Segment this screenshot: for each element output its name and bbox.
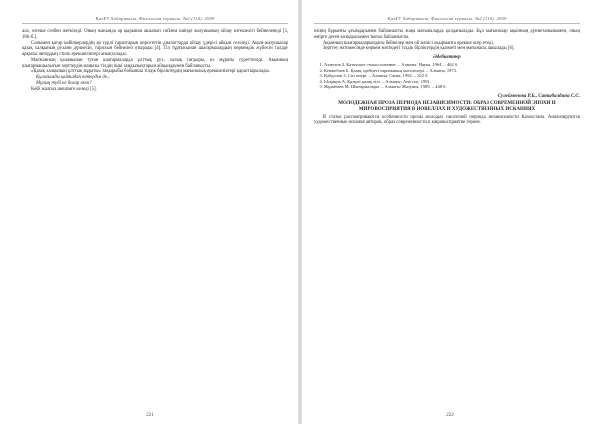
right-page xyxy=(300,0,600,424)
reference-item: 1. Ахметов З. Казахское стихосложение. – Алматы: Наука, 1964. – 462 б. xyxy=(324,62,580,68)
quote-line: Мұның түбі не болар екен? xyxy=(36,80,92,86)
running-header-left: ҚазҰУ Хабаршысы. Филология сериясы. №2 (114). 2009 xyxy=(22,16,288,24)
paragraph: ала, өзгеше сөзбен жеткізеді. Оның жанында әр қырынан ашылып сөйлем ішінде жазушының ойлау өзгешелігі бейнеленеді [3, 186-б.]. xyxy=(22,29,288,40)
running-header-right: ҚазҰУ Хабаршысы. Филология сериясы. №2 (114). 2009 xyxy=(314,16,580,24)
paragraph: «Қазақ халқының ұлттық мұраты» тақырыбы бойынша тілдік бірліктердің мағыналық ерекшеліктері қарастырылады. xyxy=(31,69,270,75)
reference-item: 4. Ысқақов А. Қазіргі қазақ тілі. – Алматы: Ана тілі, 1991. xyxy=(324,79,580,85)
references-list xyxy=(314,62,580,90)
paragraph: Ақынның шығармаларындағы бейнелер мен ой желісі оқырманға ерекше әсер етеді. xyxy=(323,40,494,46)
paragraph: өзінің бұрынғы ұғымдарымен байланысты жаңа мағыналарда қолданылады. Бұл мағыналар ақынның дүниетанымымен, оның өмірге деген көзқарасымен тығыз байланысты. xyxy=(314,29,580,40)
page-number-right: 222 xyxy=(446,413,454,418)
paragraph: В статье рассматриваются особенности прозы молодых писателей периода независимости Казахстана. Анализируются художественные искания авторов, образ современности и мировосприятие героев. xyxy=(314,114,580,126)
page-number-left: 221 xyxy=(146,413,154,418)
references-title: Әдебиеттер xyxy=(433,55,461,60)
reference-item: 3. Қабдолов З. Сөз өнері. – Алматы: Санат, 1992. – 352 б. xyxy=(324,73,580,79)
paragraph: Көбі жалғыз шешімге келеді [5]. xyxy=(31,86,97,92)
article-title: МОЛОДЕЖНАЯ ПРОЗА ПЕРИОДА НЕЗАВИСИМОСТИ: ОБРАЗ СОВРЕМЕННОЙ ЭПОХИ И МИРОВОСПРИЯТИЯ В НОВЕЛЛАХ И ХУДОЖЕСТВЕННЫХ ИСКАНИЯХ xyxy=(338,100,556,112)
book-gutter xyxy=(298,0,302,424)
quote-line: Құлағымды қайтадан көтердім де... xyxy=(36,75,111,80)
article-body xyxy=(314,115,580,127)
article-authors: Сулейменова Р.Б., Сатыбалдина С.С. xyxy=(497,93,580,99)
paragraph: Мағжанның қаламынан туған шығармаларда ұлттық рух, халық тағдыры, ел мұраты суреттеледі. Ақынның шығармашылығын зерттеудің маңызы тілдің ішкі заңдылықтарын айқындаумен байланысты. xyxy=(22,57,288,69)
reference-item: 2. Кенжебаев Б. Қазақ әдебиеті тарихының мәселелері. – Алматы, 1973. xyxy=(324,68,580,74)
paragraph: Сонымен қатар кейіпкерлердің әр түрлі тараптарын көрсететін диалогтарда ойлау үдерісі айқын сезіледі. Ақын-жазушылар қазақ халқының рухани дүниесін, тарихын бейнелеп отырады [4]. Тіл тұрғысынан шығармалардың көркемдік жүйесін талдау арқылы автордың стиль ерекшеліктері анықталады. xyxy=(22,40,288,57)
reference-item: 5. Жұмабаев М. Шығармалары. – Алматы: Жазушы, 1989. – 448 б. xyxy=(324,84,580,90)
right-page-body xyxy=(314,29,580,52)
left-page-body xyxy=(22,29,288,92)
paragraph: Зерттеу нәтижесінде көркем мәтіндегі тілдік бірліктердің қызметі мен мағынасы ашылады [6]. xyxy=(323,46,515,52)
